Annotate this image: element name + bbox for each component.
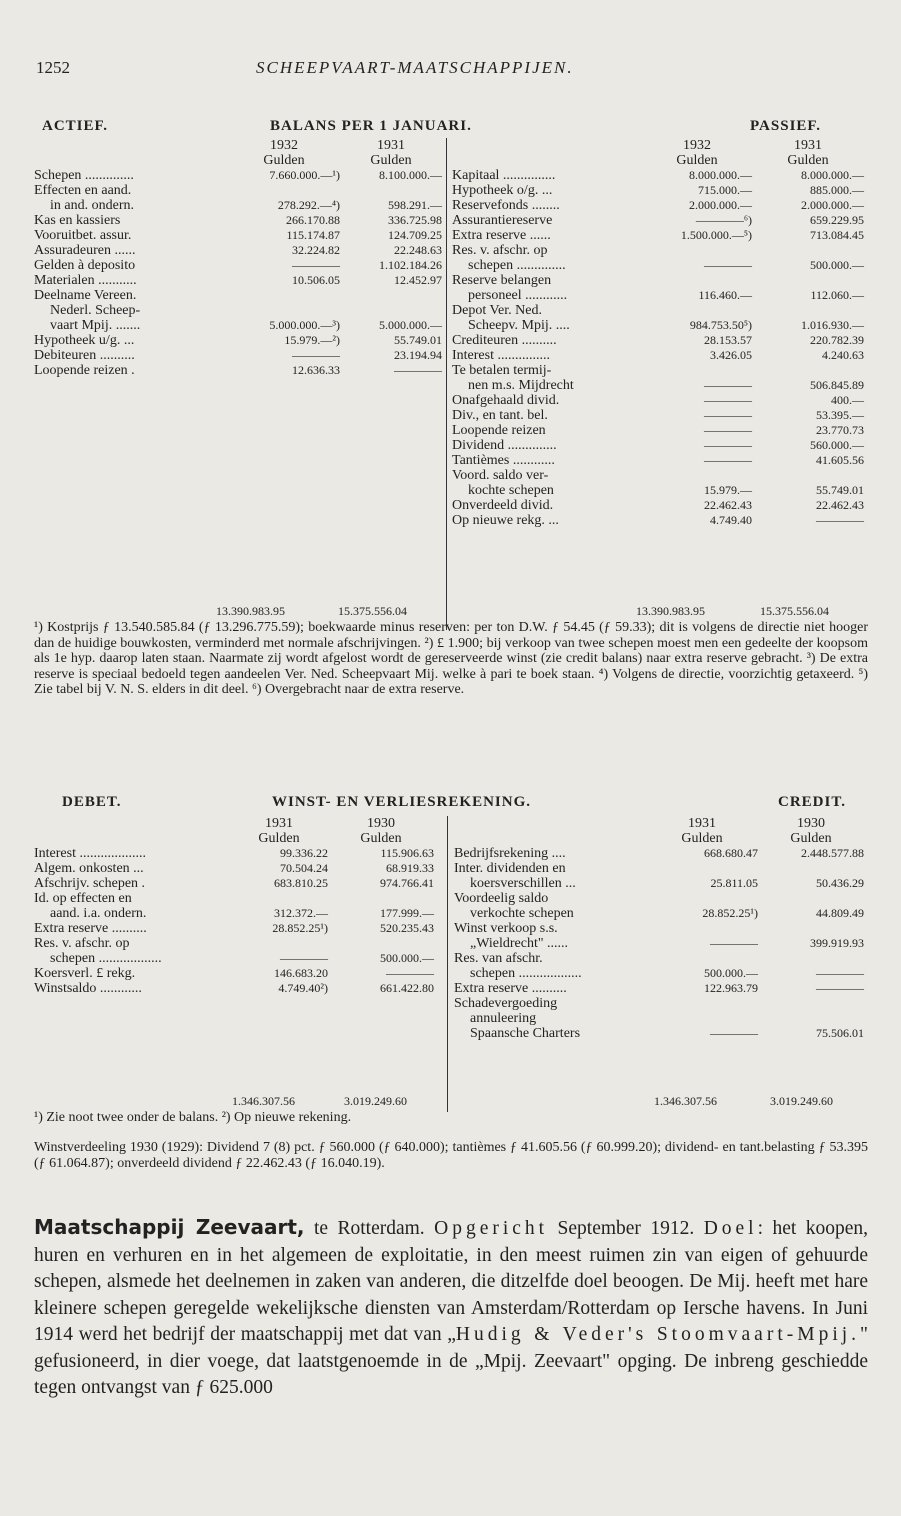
- row-amount: 560.000.—: [810, 438, 864, 452]
- doel-text: : het koopen, huren en verhuren en in het algemeen de exploitatie, in den meest ruimen zin van eigen of gehuurde schepen, alsmede het deelnemen in zaken van anderen, die ditzelfde doel beoogen. De Mij. heeft met hare kleinere schepen geregelde wekelijksche diensten van Amsterdam/Rotterdam op Iersche havens. In Juni 1914 werd het bedrijf der maatschappij met dat van „: [34, 1218, 868, 1345]
- table-row: [34, 846, 434, 861]
- total-debet-1931: 1.346.307.56: [232, 1094, 295, 1108]
- row-amount: ————: [710, 1026, 758, 1040]
- row-amount: 4.749.40: [710, 513, 752, 527]
- row-label: Res. v. afschr. op: [452, 243, 548, 258]
- row-amount: 10.506.05: [292, 273, 340, 287]
- row-label: Algem. onkosten ...: [34, 861, 144, 876]
- row-amount: 116.460.—: [698, 288, 752, 302]
- row-label: Hypotheek o/g. ...: [452, 183, 553, 198]
- table-row: [454, 891, 864, 906]
- row-amount: 266.170.88: [286, 213, 340, 227]
- row-amount: 3.426.05: [710, 348, 752, 362]
- credit-heading: CREDIT.: [778, 794, 846, 810]
- row-label: Onafgehaald divid.: [452, 393, 560, 408]
- table-row: [34, 333, 442, 348]
- row-amount: 115.906.63: [380, 846, 434, 860]
- year-header: 1932: [683, 138, 711, 153]
- table-row: [452, 423, 864, 438]
- opgericht-label: Opgericht: [434, 1218, 549, 1239]
- table-row: [454, 876, 864, 891]
- table-row: [34, 921, 434, 936]
- company-text-end: " gefusioneerd, in dier voege, dat laatstgenoemde in de „Mpij. Zeevaart" opging. De inbreng geschiedde tegen ontvangst van ƒ 625.000: [34, 1324, 868, 1398]
- table-row: [452, 453, 864, 468]
- row-amount: [642, 273, 752, 288]
- row-amount: 22.462.43: [816, 498, 864, 512]
- row-amount: ————: [710, 936, 758, 950]
- row-amount: 1.102.184.26: [379, 258, 442, 272]
- column-divider: [446, 138, 447, 630]
- total-credit-1930: 3.019.249.60: [770, 1094, 833, 1108]
- total-credit-1931: 1.346.307.56: [654, 1094, 717, 1108]
- row-label: Op nieuwe rekg. ...: [452, 513, 559, 528]
- table-row: [454, 1026, 864, 1041]
- row-label: Crediteuren ..........: [452, 333, 557, 348]
- row-amount: [758, 891, 864, 906]
- row-amount: 41.605.56: [816, 453, 864, 467]
- row-amount: [230, 936, 328, 951]
- row-amount: 500.000.—: [810, 258, 864, 272]
- row-amount: [642, 363, 752, 378]
- row-label: Div., en tant. bel.: [452, 408, 548, 423]
- table-row: [34, 273, 442, 288]
- row-amount: 124.709.25: [388, 228, 442, 242]
- row-amount: 68.919.33: [386, 861, 434, 875]
- row-amount: 55.749.01: [816, 483, 864, 497]
- year-header: 1930: [797, 816, 825, 831]
- row-amount: 70.504.24: [280, 861, 328, 875]
- row-amount: 75.506.01: [816, 1026, 864, 1040]
- row-label: Winst verkoop s.s.: [454, 921, 558, 936]
- table-row: [34, 243, 442, 258]
- row-label: Bedrijfsrekening ....: [454, 846, 566, 861]
- table-row: [454, 906, 864, 921]
- row-label: schepen ..............: [468, 258, 566, 273]
- row-label: annuleering: [470, 1011, 537, 1026]
- table-row: [452, 363, 864, 378]
- row-amount: 5.000.000.—: [379, 318, 442, 332]
- unit-header: Gulden: [360, 831, 402, 846]
- table-row: [34, 168, 442, 183]
- table-row: [452, 183, 864, 198]
- row-amount: 500.000.—: [380, 951, 434, 965]
- table-row: [452, 498, 864, 513]
- table-row: [452, 213, 864, 228]
- row-label: vaart Mpij. .......: [50, 318, 141, 333]
- row-amount: 713.084.45: [810, 228, 864, 242]
- row-amount: 28.852.25¹): [272, 921, 328, 935]
- row-amount: 22.462.43: [704, 498, 752, 512]
- row-label: Schadevergoeding: [454, 996, 558, 1011]
- row-amount: ————: [704, 258, 752, 272]
- row-amount: 15.979.—²): [284, 333, 340, 347]
- row-label: Kapitaal ...............: [452, 168, 556, 183]
- row-label: Dividend ..............: [452, 438, 557, 453]
- page-number: 1252: [36, 58, 70, 77]
- row-amount: ————: [816, 513, 864, 527]
- row-amount: [646, 996, 758, 1011]
- row-label: Assuradeuren ......: [34, 243, 136, 258]
- row-label: personeel ............: [468, 288, 568, 303]
- row-amount: 312.372.—: [274, 906, 328, 920]
- row-amount: 683.810.25: [274, 876, 328, 890]
- row-amount: 177.999.—: [380, 906, 434, 920]
- row-amount: [642, 243, 752, 258]
- row-amount: ————: [816, 966, 864, 980]
- row-amount: 115.174.87: [286, 228, 340, 242]
- total-actief-1931: 15.375.556.04: [338, 604, 407, 618]
- table-row: [452, 438, 864, 453]
- table-row: [454, 981, 864, 996]
- row-amount: 4.240.63: [822, 348, 864, 362]
- table-row: [452, 288, 864, 303]
- row-label: schepen ..................: [470, 966, 582, 981]
- row-amount: 50.436.29: [816, 876, 864, 890]
- credit-table: [454, 816, 864, 1041]
- row-label: in and. ondern.: [50, 198, 134, 213]
- row-amount: 659.229.95: [810, 213, 864, 227]
- row-amount: 28.852.25¹): [702, 906, 758, 920]
- row-amount: ————: [704, 438, 752, 452]
- table-row: [454, 861, 864, 876]
- row-amount: 146.683.20: [274, 966, 328, 980]
- unit-header: Gulden: [790, 831, 832, 846]
- row-label: Gelden à deposito: [34, 258, 136, 273]
- table-row: [452, 228, 864, 243]
- unit-header: Gulden: [370, 153, 412, 168]
- table-row: [34, 936, 434, 951]
- row-label: Inter. dividenden en: [454, 861, 566, 876]
- row-amount: [758, 951, 864, 966]
- row-label: Extra reserve ..........: [454, 981, 567, 996]
- row-amount: [752, 273, 864, 288]
- row-amount: [642, 468, 752, 483]
- column-divider: [447, 816, 448, 1112]
- year-header: 1931: [265, 816, 293, 831]
- row-amount: 99.336.22: [280, 846, 328, 860]
- table-row: [454, 1011, 864, 1026]
- row-label: Assurantiereserve: [452, 213, 553, 228]
- unit-header: Gulden: [258, 831, 300, 846]
- row-amount: ————: [704, 408, 752, 422]
- table-row: [454, 846, 864, 861]
- row-amount: [228, 183, 340, 198]
- row-amount: 8.100.000.—: [379, 168, 442, 182]
- row-amount: ————: [394, 363, 442, 377]
- year-header: 1931: [794, 138, 822, 153]
- table-row: [452, 243, 864, 258]
- row-label: Loopende reizen: [452, 423, 546, 438]
- row-amount: [230, 891, 328, 906]
- table-row: [34, 348, 442, 363]
- passief-heading: PASSIEF.: [750, 118, 821, 134]
- row-amount: [340, 288, 442, 303]
- row-amount: 400.—: [831, 393, 864, 407]
- row-label: Extra reserve ..........: [34, 921, 147, 936]
- row-label: Res. van afschr.: [454, 951, 543, 966]
- row-label: Afschrijv. schepen .: [34, 876, 146, 891]
- running-title: SCHEEPVAART-MAATSCHAPPIJEN.: [256, 58, 574, 77]
- row-amount: [228, 303, 340, 318]
- row-amount: 2.000.000.—: [689, 198, 752, 212]
- row-label: Kas en kassiers: [34, 213, 121, 228]
- row-amount: 23.770.73: [816, 423, 864, 437]
- row-amount: 1.500.000.—⁵): [680, 228, 752, 242]
- row-amount: ————: [704, 423, 752, 437]
- row-label: Voord. saldo ver-: [452, 468, 549, 483]
- table-row: [34, 891, 434, 906]
- row-amount: ————: [704, 378, 752, 392]
- row-amount: 984.753.50⁵): [689, 318, 752, 332]
- row-amount: 661.422.80: [380, 981, 434, 995]
- row-label: Effecten en aand.: [34, 183, 132, 198]
- row-amount: 28.153.57: [704, 333, 752, 347]
- row-amount: 23.194.94: [394, 348, 442, 362]
- row-amount: [752, 303, 864, 318]
- table-row: [34, 951, 434, 966]
- row-label: Loopende reizen .: [34, 363, 135, 378]
- row-amount: [752, 363, 864, 378]
- row-amount: 12.636.33: [292, 363, 340, 377]
- row-amount: 53.395.—: [816, 408, 864, 422]
- table-row: [34, 906, 434, 921]
- actief-table: [34, 138, 442, 378]
- debet-table: [34, 816, 434, 996]
- row-label: Extra reserve ......: [452, 228, 551, 243]
- row-amount: [646, 921, 758, 936]
- row-amount: 122.963.79: [704, 981, 758, 995]
- row-amount: ————: [704, 453, 752, 467]
- passief-table: [452, 138, 864, 528]
- unit-header: Gulden: [681, 831, 723, 846]
- table-row: [34, 183, 442, 198]
- winstverdeeling-text: Winstverdeeling 1930 (1929): Dividend 7 (8) pct. ƒ 560.000 (ƒ 640.000); tantièmes ƒ 41.605.56 (ƒ 60.999.20); dividend- en tant.belasting ƒ 53.395 (ƒ 61.064.87); onverdeeld dividend ƒ 22.462.43 (ƒ 16.040.19).: [34, 1140, 868, 1171]
- row-amount: [758, 1011, 864, 1026]
- row-amount: ————: [292, 348, 340, 362]
- row-label: Spaansche Charters: [470, 1026, 581, 1041]
- row-label: „Wieldrecht" ......: [470, 936, 569, 951]
- row-label: kochte schepen: [468, 483, 554, 498]
- total-passief-1932: 13.390.983.95: [636, 604, 705, 618]
- row-label: Res. v. afschr. op: [34, 936, 130, 951]
- row-label: Onverdeeld divid.: [452, 498, 554, 513]
- table-row: [34, 318, 442, 333]
- actief-heading: ACTIEF.: [42, 118, 109, 134]
- table-row: [452, 303, 864, 318]
- row-amount: [758, 861, 864, 876]
- row-amount: 598.291.—: [388, 198, 442, 212]
- table-row: [452, 198, 864, 213]
- row-amount: 500.000.—: [704, 966, 758, 980]
- doel-label: Doel: [703, 1218, 758, 1239]
- row-amount: 7.660.000.—¹): [269, 168, 340, 182]
- table-row: [34, 876, 434, 891]
- row-amount: [646, 1011, 758, 1026]
- row-label: aand. i.a. ondern.: [50, 906, 147, 921]
- row-amount: [228, 288, 340, 303]
- row-amount: ————: [292, 258, 340, 272]
- company-paragraph: [34, 1214, 868, 1402]
- row-label: Debiteuren ..........: [34, 348, 135, 363]
- row-amount: [646, 861, 758, 876]
- company-name: Maatschappij Zeevaart,: [34, 1215, 305, 1239]
- unit-header: Gulden: [787, 153, 829, 168]
- table-row: [452, 393, 864, 408]
- row-amount: [646, 951, 758, 966]
- table-row: [454, 936, 864, 951]
- row-label: schepen ..................: [50, 951, 162, 966]
- row-amount: 885.000.—: [810, 183, 864, 197]
- total-actief-1932: 13.390.983.95: [216, 604, 285, 618]
- table-row: [452, 333, 864, 348]
- row-label: Vooruitbet. assur.: [34, 228, 132, 243]
- row-label: Hypotheek u/g. ...: [34, 333, 135, 348]
- row-amount: 32.224.82: [292, 243, 340, 257]
- row-amount: 520.235.43: [380, 921, 434, 935]
- row-amount: ————: [704, 393, 752, 407]
- table-row: [452, 378, 864, 393]
- row-label: Reservefonds ........: [452, 198, 560, 213]
- row-amount: 55.749.01: [394, 333, 442, 347]
- row-amount: [758, 921, 864, 936]
- row-amount: 336.725.98: [388, 213, 442, 227]
- row-amount: 1.016.930.—: [801, 318, 864, 332]
- row-label: Interest ...................: [34, 846, 146, 861]
- table-row: [34, 363, 442, 378]
- row-amount: [646, 891, 758, 906]
- row-label: Tantièmes ............: [452, 453, 555, 468]
- row-label: Winstsaldo ............: [34, 981, 142, 996]
- row-label: Interest ...............: [452, 348, 550, 363]
- table-row: [34, 213, 442, 228]
- table-row: [452, 273, 864, 288]
- row-label: Koersverl. £ rekg.: [34, 966, 136, 981]
- row-amount: 5.000.000.—³): [269, 318, 340, 332]
- row-label: Te betalen termij-: [452, 363, 552, 378]
- table-row: [34, 981, 434, 996]
- table-row: [454, 921, 864, 936]
- row-label: nen m.s. Mijdrecht: [468, 378, 574, 393]
- row-amount: [340, 303, 442, 318]
- table-row: [452, 348, 864, 363]
- table-row: [34, 966, 434, 981]
- total-passief-1931: 15.375.556.04: [760, 604, 829, 618]
- table-row: [452, 258, 864, 273]
- row-amount: ————: [386, 966, 434, 980]
- year-header: 1931: [377, 138, 405, 153]
- table-row: [34, 258, 442, 273]
- row-label: Schepen ..............: [34, 168, 134, 183]
- row-amount: 112.060.—: [810, 288, 864, 302]
- row-label: Id. op effecten en: [34, 891, 132, 906]
- row-amount: [752, 243, 864, 258]
- row-amount: 399.919.93: [810, 936, 864, 950]
- debet-heading: DEBET.: [62, 794, 122, 810]
- row-label: Scheepv. Mpij. ....: [468, 318, 570, 333]
- table-row: [34, 861, 434, 876]
- unit-header: Gulden: [676, 153, 718, 168]
- row-amount: [758, 996, 864, 1011]
- year-header: 1932: [270, 138, 298, 153]
- row-amount: 44.809.49: [816, 906, 864, 920]
- row-amount: ————: [816, 981, 864, 995]
- row-label: verkochte schepen: [470, 906, 574, 921]
- year-header: 1931: [688, 816, 716, 831]
- opgericht-value: September 1912.: [548, 1218, 704, 1239]
- table-row: [452, 318, 864, 333]
- row-amount: [328, 936, 434, 951]
- row-amount: 278.292.—⁴): [277, 198, 340, 212]
- row-amount: 4.749.40²): [278, 981, 328, 995]
- row-amount: 220.782.39: [810, 333, 864, 347]
- row-amount: 2.448.577.88: [801, 846, 864, 860]
- row-amount: 12.452.97: [394, 273, 442, 287]
- row-amount: 22.248.63: [394, 243, 442, 257]
- company-city: te Rotterdam.: [304, 1218, 435, 1239]
- balance-heading: BALANS PER 1 JANUARI.: [270, 118, 472, 134]
- row-amount: 506.845.89: [810, 378, 864, 392]
- pl-heading: WINST- EN VERLIESREKENING.: [272, 794, 531, 810]
- table-row: [454, 966, 864, 981]
- row-amount: 974.766.41: [380, 876, 434, 890]
- row-label: Voordeelig saldo: [454, 891, 549, 906]
- row-amount: ————: [280, 951, 328, 965]
- balance-footnotes: ¹) Kostprijs ƒ 13.540.585.84 (ƒ 13.296.775.59); boekwaarde minus reserven: per ton D.W. ƒ 54.45 (ƒ 59.33); dit is volgens de directie niet hooger dan de huidige bouwkosten, verminderd met normale afschrijvingen. ²) £ 1.900; bij verkoop van twee schepen moest men een gedeelte der koopsom als 1e hyp. daarop laten staan. Naarmate zij wordt afgelost wordt de gereserveerde winst (zie credit balans) naar extra reserve gebracht. ³) De extra reserve is speciaal bedoeld tegen aandeelen Ver. Ned. Scheepvaart Mij. welke à pari te boek staan. ⁴) Volgens de directie, voorzichtig getaxeerd. ⁵) Zie tabel bij V. N. S. elders in dit deel. ⁶) Overgebracht naar de extra reserve.: [34, 620, 868, 697]
- pl-footnotes: ¹) Zie noot twee onder de balans. ²) Op nieuwe rekening.: [34, 1110, 352, 1125]
- row-amount: [642, 303, 752, 318]
- table-row: [454, 996, 864, 1011]
- row-label: Deelname Vereen.: [34, 288, 137, 303]
- row-amount: [340, 183, 442, 198]
- row-amount: [752, 468, 864, 483]
- row-amount: 668.680.47: [704, 846, 758, 860]
- table-row: [454, 951, 864, 966]
- page-header: [36, 58, 574, 78]
- table-row: [452, 408, 864, 423]
- table-row: [34, 198, 442, 213]
- row-label: Depot Ver. Ned.: [452, 303, 542, 318]
- row-amount: ————⁶): [695, 213, 752, 227]
- row-amount: [328, 891, 434, 906]
- partner-name: Hudig & Veder's Stoomvaart-Mpij.: [455, 1324, 861, 1345]
- row-label: koersverschillen ...: [470, 876, 576, 891]
- row-amount: 25.811.05: [710, 876, 758, 890]
- table-row: [452, 468, 864, 483]
- row-label: Materialen ...........: [34, 273, 137, 288]
- table-row: [34, 228, 442, 243]
- row-amount: 8.000.000.—: [801, 168, 864, 182]
- table-row: [452, 483, 864, 498]
- row-label: Reserve belangen: [452, 273, 552, 288]
- table-row: [34, 303, 442, 318]
- year-header: 1930: [367, 816, 395, 831]
- table-row: [452, 168, 864, 183]
- row-label: Nederl. Scheep-: [50, 303, 141, 318]
- table-row: [452, 513, 864, 528]
- table-row: [34, 288, 442, 303]
- row-amount: 2.000.000.—: [801, 198, 864, 212]
- row-amount: 715.000.—: [698, 183, 752, 197]
- unit-header: Gulden: [263, 153, 305, 168]
- total-debet-1930: 3.019.249.60: [344, 1094, 407, 1108]
- row-amount: 15.979.—: [704, 483, 752, 497]
- row-amount: 8.000.000.—: [689, 168, 752, 182]
